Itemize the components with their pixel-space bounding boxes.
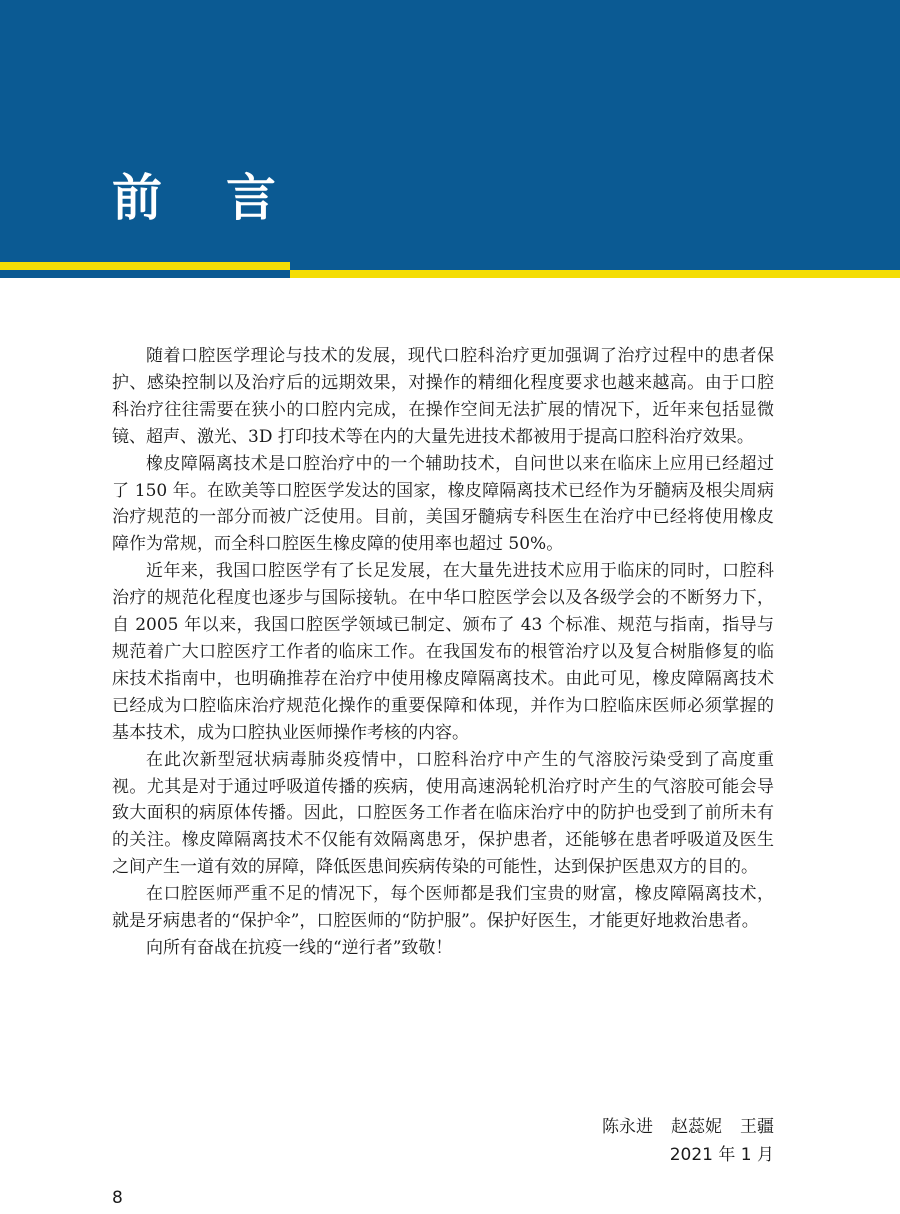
- paragraph: 近年来，我国口腔医学有了长足发展，在大量先进技术应用于临床的同时，口腔科治疗的规范化程度也逐步与国际接轨。在中华口腔医学会以及各级学会的不断努力下，自 2005 年以来，我国口腔医学领域已制定、颁布了 43 个标准、规范与指南，指导与规范着广大口腔医疗工作者的临床工作。在我国发布的根管治疗以及复合树脂修复的临床技术指南中，也明确推荐在治疗中使用橡皮障隔离技术。由此可见，橡皮障隔离技术已经成为口腔临床治疗规范化操作的重要保障和体现，并作为口腔临床医师必须掌握的基本技术，成为口腔执业医师操作考核的内容。: [112, 561, 774, 743]
- author-name: 王疆: [740, 1117, 774, 1137]
- paragraph: 在此次新型冠状病毒肺炎疫情中，口腔科治疗中产生的气溶胶污染受到了高度重视。尤其是对于通过呼吸道传播的疾病，使用高速涡轮机治疗时产生的气溶胶可能会导致大面积的病原体传播。因此，口腔医务工作者在临床治疗中的防护也受到了前所未有的关注。橡皮障隔离技术不仅能有效隔离患牙，保护患者，还能够在患者呼吸道及医生之间产生一道有效的屏障，降低医患间疾病传染的可能性，达到保护医患双方的目的。: [112, 749, 774, 878]
- author-names: [602, 1113, 774, 1141]
- paragraph: 橡皮障隔离技术是口腔治疗中的一个辅助技术，自问世以来在临床上应用已经超过了 150 年。在欧美等口腔医学发达的国家，橡皮障隔离技术已经作为牙髓病及根尖周病治疗规范的一部分而被广泛使用。目前，美国牙髓病专科医生在治疗中已经将使用橡皮障作为常规，而全科口腔医生橡皮障的使用率也超过 50%。: [112, 453, 774, 555]
- page-title: 前言: [112, 169, 340, 227]
- header-band: [0, 0, 900, 262]
- accent-stripe-blue-right: [290, 262, 900, 270]
- accent-stripe-yellow-right: [290, 270, 900, 278]
- author-name: 赵蕊妮: [671, 1117, 722, 1137]
- accent-stripe-yellow: [0, 262, 290, 270]
- signature-block: [602, 1113, 774, 1169]
- accent-stripe-blue-left: [0, 270, 290, 278]
- paragraph: 随着口腔医学理论与技术的发展，现代口腔科治疗更加强调了治疗过程中的患者保护、感染控制以及治疗后的远期效果，对操作的精细化程度要求也越来越高。由于口腔科治疗往往需要在狭小的口腔内完成，在操作空间无法扩展的情况下，近年来包括显微镜、超声、激光、3D 打印技术等在内的大量先进技术都被用于提高口腔科治疗效果。: [112, 346, 774, 447]
- preface-body: [112, 343, 774, 962]
- author-name: 陈永进: [602, 1117, 653, 1137]
- paragraph: 在口腔医师严重不足的情况下，每个医师都是我们宝贵的财富，橡皮障隔离技术，就是牙病患者的“保护伞”，口腔医师的“防护服”。保护好医生，才能更好地救治患者。: [112, 884, 774, 932]
- paragraph: 向所有奋战在抗疫一线的“逆行者”致敬！: [146, 937, 453, 958]
- page-number: 8: [112, 1188, 123, 1208]
- signature-date: 2021 年 1 月: [669, 1145, 774, 1165]
